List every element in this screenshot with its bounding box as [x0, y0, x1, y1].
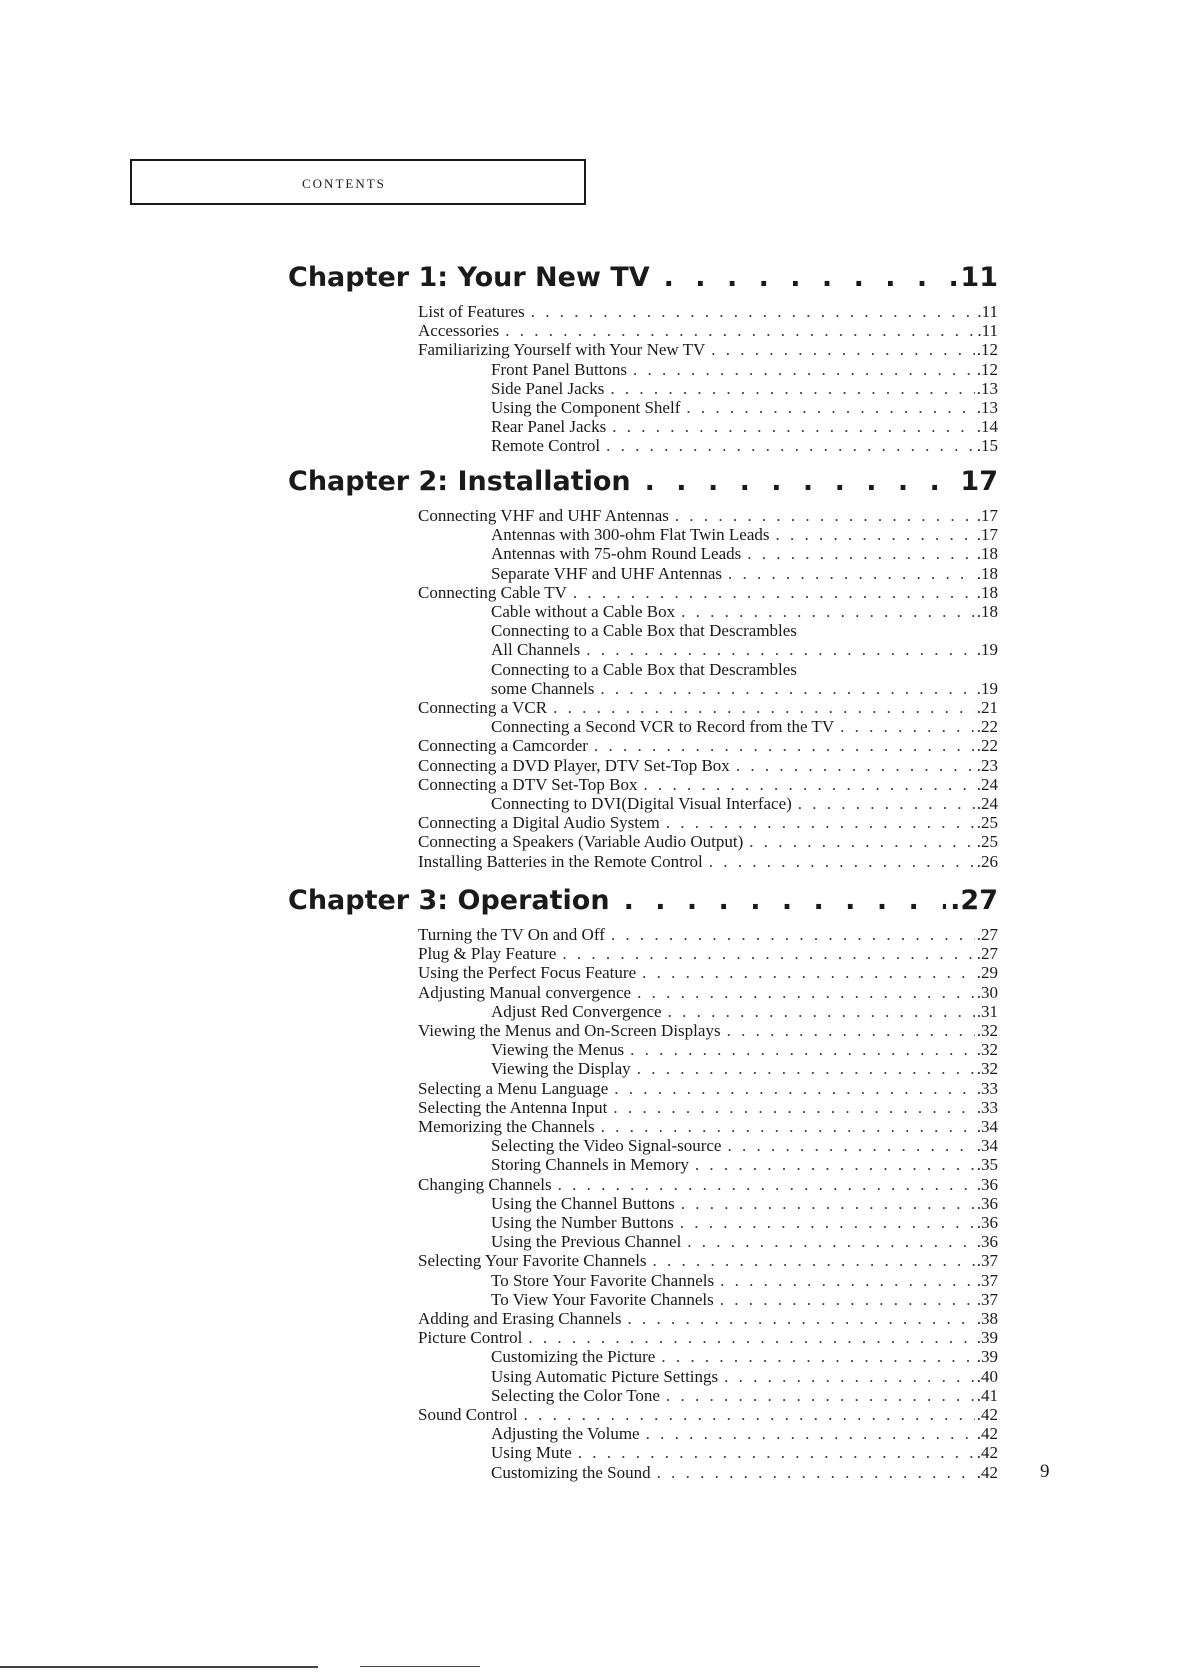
toc-entry-title: All Channels	[491, 640, 581, 660]
dot-leader	[736, 756, 975, 775]
dot-leader	[642, 963, 975, 982]
toc-entry[interactable]	[418, 1175, 998, 1194]
toc-entry-title: Turning the TV On and Off	[418, 925, 605, 944]
toc-entry[interactable]	[418, 1328, 998, 1347]
toc-entry[interactable]	[418, 583, 998, 602]
toc-entry-title: To View Your Favorite Channels	[491, 1289, 714, 1309]
chapter-title: Chapter 2: Installation	[288, 466, 631, 497]
dot-leader	[553, 698, 975, 717]
toc-entry-title: Connecting VHF and UHF Antennas	[418, 506, 669, 525]
toc-entry-title: Rear Panel Jacks	[491, 417, 607, 437]
toc-entry-page: .36	[976, 1232, 998, 1252]
dot-leader	[601, 1117, 975, 1136]
toc-entry-title: Picture Control	[418, 1328, 523, 1348]
dot-leader	[749, 832, 974, 851]
dot-leader	[675, 506, 975, 525]
dot-leader	[594, 736, 975, 755]
dot-leader	[637, 1059, 975, 1078]
toc-entry[interactable]	[491, 1059, 998, 1078]
toc-entry-title: Plug & Play Feature	[418, 944, 557, 964]
toc-entry[interactable]	[491, 1271, 998, 1290]
toc-entry-title: Using the Previous Channel	[491, 1232, 682, 1252]
toc-entry[interactable]	[491, 1136, 998, 1155]
toc-entry-title: Using the Component Shelf	[491, 398, 681, 417]
dot-leader	[661, 1347, 974, 1366]
dot-leader	[840, 717, 975, 736]
dot-leader	[727, 1136, 974, 1155]
toc-entry-page: .36	[976, 1174, 998, 1194]
toc-entry-page: .19	[976, 678, 998, 698]
dot-leader	[747, 544, 975, 563]
toc-entry-page: .40	[976, 1366, 998, 1386]
toc-entry-title: Viewing the Menus	[491, 1040, 625, 1060]
toc-entry-page: .18	[976, 582, 998, 602]
toc-entry-title: Storing Channels in Memory	[491, 1155, 689, 1175]
toc-entry-title: Adjusting Manual convergence	[418, 982, 632, 1002]
toc-entry-page: .42	[976, 1443, 998, 1463]
dot-leader	[709, 852, 975, 871]
toc-entry-page: .24	[976, 794, 998, 813]
dot-leader	[505, 321, 975, 340]
toc-entry-page: .32	[976, 1059, 998, 1079]
toc-entry[interactable]	[418, 852, 998, 871]
toc-entry[interactable]	[491, 417, 998, 436]
dot-leader	[558, 1175, 975, 1194]
chapter-heading[interactable]	[288, 466, 998, 500]
toc-entry-title: Customizing the Sound	[491, 1462, 651, 1482]
dot-leader	[798, 794, 975, 813]
toc-entry-title: Selecting a Menu Language	[418, 1078, 609, 1098]
dot-leader	[637, 983, 975, 1002]
toc-entry-page: .41	[976, 1385, 998, 1405]
toc-entry-title: Connecting Cable TV	[418, 582, 567, 602]
toc-entry[interactable]	[418, 736, 998, 755]
toc-entry-page: .27	[976, 944, 998, 964]
toc-entry[interactable]	[491, 1232, 998, 1251]
toc-entry-page: .37	[976, 1289, 998, 1309]
toc-entry-title: Using the Channel Buttons	[491, 1193, 675, 1213]
toc-entry-page: .37	[976, 1251, 998, 1271]
toc-entry-page: .24	[976, 774, 998, 794]
dot-leader	[695, 1155, 975, 1174]
toc-entry-page: .18	[976, 563, 998, 583]
toc-entry-title: Adding and Erasing Channels	[418, 1309, 622, 1328]
toc-entry-title: Accessories	[418, 321, 500, 341]
toc-entry-title: To Store Your Favorite Channels	[491, 1270, 715, 1290]
toc-entry-title: Adjust Red Convergence	[491, 1001, 662, 1021]
toc-entry-page: .29	[976, 963, 998, 983]
toc-entry-page: .22	[976, 717, 998, 737]
dot-leader	[653, 1251, 975, 1270]
toc-entry-page: .18	[976, 602, 998, 621]
toc-entry-title: Connecting a Second VCR to Record from the TV	[491, 717, 835, 737]
toc-entry-page: .12	[976, 359, 998, 379]
scan-edge-mark	[360, 1666, 480, 1667]
toc-entry[interactable]	[491, 640, 998, 659]
dot-leader	[633, 360, 975, 379]
toc-entry-title: Connecting to a Cable Box that Descrambles	[491, 621, 797, 641]
dot-leader	[614, 1079, 975, 1098]
toc-entry-page: .37	[976, 1270, 998, 1290]
toc-entry[interactable]	[418, 756, 998, 775]
toc-entry-page: .33	[976, 1097, 998, 1117]
toc-entry[interactable]	[418, 1405, 998, 1424]
toc-entry[interactable]	[491, 398, 998, 417]
toc-entry-title: Selecting the Antenna Input	[418, 1097, 608, 1117]
toc-entry-page: .42	[976, 1462, 998, 1482]
toc-entry[interactable]	[491, 564, 998, 583]
dot-leader	[728, 564, 975, 583]
dot-leader	[630, 1040, 975, 1059]
toc-entry-title: Selecting Your Favorite Channels	[418, 1251, 647, 1271]
toc-entry[interactable]	[418, 506, 998, 525]
toc-entry[interactable]	[491, 1155, 998, 1174]
toc-entry-page: .15	[976, 436, 998, 456]
dot-leader	[624, 885, 947, 916]
toc-entry-title: Remote Control	[491, 436, 601, 456]
toc-entry-page: .42	[976, 1424, 998, 1444]
dot-leader	[681, 1194, 975, 1213]
dot-leader	[573, 583, 975, 602]
toc-entry[interactable]	[418, 832, 998, 851]
toc-entry-title: Viewing the Menus and On-Screen Displays	[418, 1021, 721, 1040]
chapter-title: Chapter 3: Operation	[288, 885, 610, 916]
toc-entry-title: Antennas with 75-ohm Round Leads	[491, 544, 742, 564]
dot-leader	[668, 1002, 975, 1021]
scan-edge-mark	[0, 1666, 318, 1668]
toc-entry[interactable]	[418, 302, 998, 321]
dot-leader	[578, 1443, 975, 1462]
chapter-title: Chapter 1: Your New TV	[288, 262, 650, 293]
toc-entry-page: .18	[976, 544, 998, 564]
toc-entry-page: .11	[977, 302, 998, 321]
toc-entry[interactable]	[491, 1213, 998, 1232]
toc-entry-page: .33	[976, 1078, 998, 1098]
toc-entry[interactable]	[491, 1040, 998, 1059]
dot-leader	[720, 1271, 975, 1290]
toc-entry[interactable]	[418, 1251, 998, 1270]
toc-entry-title: Cable without a Cable Box	[491, 602, 676, 621]
page-number: 9	[1040, 1461, 1050, 1482]
dot-leader	[611, 925, 975, 944]
dot-leader	[686, 398, 974, 417]
chapter-page-number: 11	[960, 262, 998, 293]
toc-entry-title: Side Panel Jacks	[491, 378, 605, 398]
toc-entry-title: Connecting a DTV Set-Top Box	[418, 774, 638, 794]
dot-leader	[666, 1386, 975, 1405]
dot-leader	[610, 379, 974, 398]
dot-leader	[720, 1290, 975, 1309]
toc-entry[interactable]	[491, 679, 998, 698]
dot-leader	[531, 302, 976, 321]
toc-entry-page: .26	[976, 851, 998, 871]
toc-entry-title: Viewing the Display	[491, 1059, 631, 1079]
toc-entry-title: Connecting a Speakers (Variable Audio Output)	[418, 832, 744, 852]
toc-entry-page: .17	[976, 525, 998, 545]
toc-entry-page: .11	[977, 321, 998, 341]
toc-entry[interactable]	[491, 1443, 998, 1462]
toc-entry[interactable]	[418, 698, 998, 717]
toc-entry-title: Adjusting the Volume	[491, 1424, 640, 1444]
toc-entry-title: Using Mute	[491, 1443, 572, 1463]
dot-leader	[586, 640, 975, 659]
chapter-page-number: 17	[960, 466, 998, 497]
toc-entry-title: Using the Perfect Focus Feature	[418, 963, 637, 983]
toc-entry-title: Connecting a Digital Audio System	[418, 813, 660, 833]
toc-entry-title: Customizing the Picture	[491, 1347, 656, 1367]
toc-entry[interactable]	[418, 944, 998, 963]
dot-leader	[645, 466, 957, 497]
toc-entry-page: .13	[976, 378, 998, 398]
dot-leader	[613, 1098, 974, 1117]
toc-entry-page: .38	[976, 1309, 998, 1328]
dot-leader	[628, 1309, 975, 1328]
toc-entry-page: .36	[976, 1213, 998, 1232]
toc-entry[interactable]	[491, 360, 998, 379]
toc-entry-title: Installing Batteries in the Remote Control	[418, 851, 703, 871]
toc-entry-page: .14	[976, 417, 998, 437]
toc-entry-page: .19	[976, 640, 998, 660]
toc-entry[interactable]	[418, 1117, 998, 1136]
dot-leader	[724, 1367, 975, 1386]
toc-entry-page: .23	[976, 755, 998, 775]
toc-entry-title: Connecting a VCR	[418, 698, 548, 717]
toc-entry[interactable]	[418, 813, 998, 832]
toc-entry[interactable]	[418, 1098, 998, 1117]
toc-entry[interactable]	[491, 436, 998, 455]
toc-entry-page: .22	[976, 736, 998, 756]
toc-entry-title: Connecting to a Cable Box that Descrambles	[491, 659, 797, 679]
dot-leader	[606, 436, 975, 455]
chapter-heading[interactable]	[288, 885, 998, 919]
dot-leader	[657, 1463, 975, 1482]
toc-entry-title: Familiarizing Yourself with Your New TV	[418, 340, 706, 360]
toc-entry-title: Selecting the Video Signal-source	[491, 1136, 722, 1156]
toc-entry-title: List of Features	[418, 302, 525, 321]
toc-entry-page: .25	[976, 832, 998, 852]
toc-entry-page: .39	[976, 1328, 998, 1348]
toc-entry[interactable]	[418, 1021, 998, 1040]
toc-entry-title: Connecting a DVD Player, DTV Set-Top Box	[418, 755, 730, 775]
dot-leader	[776, 525, 975, 544]
toc-entry-title: some Channels	[491, 678, 595, 698]
dot-leader	[727, 1021, 975, 1040]
toc-entry-page: .32	[976, 1021, 998, 1040]
toc-entry[interactable]	[491, 717, 998, 736]
toc-entry-page: .12	[976, 340, 998, 360]
dot-leader	[600, 679, 974, 698]
toc-entry-title: Separate VHF and UHF Antennas	[491, 563, 723, 583]
toc-entry[interactable]	[418, 925, 998, 944]
toc-entry-page: .30	[976, 982, 998, 1002]
dot-leader	[711, 340, 974, 359]
toc-entry-title: Connecting to DVI(Digital Visual Interface)	[491, 794, 792, 813]
dot-leader	[646, 1424, 975, 1443]
toc-entry-title: Memorizing the Channels	[418, 1117, 595, 1136]
dot-leader	[562, 944, 974, 963]
chapter-heading[interactable]	[288, 262, 998, 296]
toc-entry-page: .31	[976, 1001, 998, 1021]
toc-entry[interactable]	[491, 794, 998, 813]
toc-entry[interactable]	[491, 525, 998, 544]
toc-entry[interactable]	[418, 963, 998, 982]
toc-entry[interactable]	[491, 1463, 998, 1482]
dot-leader	[524, 1405, 975, 1424]
toc-entry[interactable]	[491, 602, 998, 621]
toc-entry-page: .42	[976, 1405, 998, 1424]
toc-entry[interactable]	[491, 660, 998, 679]
toc-entry[interactable]	[491, 379, 998, 398]
toc-entry[interactable]	[418, 340, 998, 359]
toc-entry[interactable]	[418, 1079, 998, 1098]
toc-entry[interactable]	[491, 1290, 998, 1309]
dot-leader	[687, 1232, 974, 1251]
toc-entry[interactable]	[491, 544, 998, 563]
toc-entry-title: Antennas with 300-ohm Flat Twin Leads	[491, 525, 770, 545]
contents-header-label: contents	[302, 172, 386, 193]
dot-leader	[643, 775, 974, 794]
toc-entry-page: .34	[976, 1136, 998, 1156]
toc-entry[interactable]	[418, 321, 998, 340]
dot-leader	[666, 813, 975, 832]
toc-entry[interactable]	[418, 775, 998, 794]
toc-entry-page: .36	[976, 1193, 998, 1213]
dot-leader	[680, 1213, 975, 1232]
chapter-page-number: .27	[950, 885, 998, 916]
toc-entry-page: .25	[976, 813, 998, 833]
toc-entry-page: .35	[976, 1155, 998, 1175]
toc-entry[interactable]	[418, 983, 998, 1002]
toc-entry-title: Sound Control	[418, 1405, 518, 1424]
dot-leader	[612, 417, 975, 436]
toc-entry-page: .34	[976, 1117, 998, 1136]
toc-entry[interactable]	[491, 1386, 998, 1405]
toc-entry-page: .17	[976, 506, 998, 525]
toc-entry[interactable]	[418, 1309, 998, 1328]
toc-entry-page: .39	[976, 1347, 998, 1367]
toc-entry-page: .13	[976, 398, 998, 417]
toc-entry-page: .21	[976, 698, 998, 717]
contents-header-box	[130, 159, 586, 205]
toc-entry[interactable]	[491, 1194, 998, 1213]
toc-entry-title: Selecting the Color Tone	[491, 1385, 660, 1405]
toc-entry[interactable]	[491, 621, 998, 640]
toc-entry-title: Changing Channels	[418, 1174, 552, 1194]
toc-entry-page: .32	[976, 1040, 998, 1060]
dot-leader	[664, 262, 957, 293]
toc-entry-title: Using the Number Buttons	[491, 1213, 674, 1232]
toc-entry[interactable]	[491, 1002, 998, 1021]
toc-entry[interactable]	[491, 1367, 998, 1386]
toc-entry[interactable]	[491, 1424, 998, 1443]
toc-entry-title: Front Panel Buttons	[491, 359, 628, 379]
toc-entry-page: .27	[976, 925, 998, 944]
toc-entry-title: Using Automatic Picture Settings	[491, 1366, 719, 1386]
toc-entry[interactable]	[491, 1347, 998, 1366]
dot-leader	[528, 1328, 974, 1347]
dot-leader	[681, 602, 975, 621]
toc-entry-title: Connecting a Camcorder	[418, 736, 588, 756]
